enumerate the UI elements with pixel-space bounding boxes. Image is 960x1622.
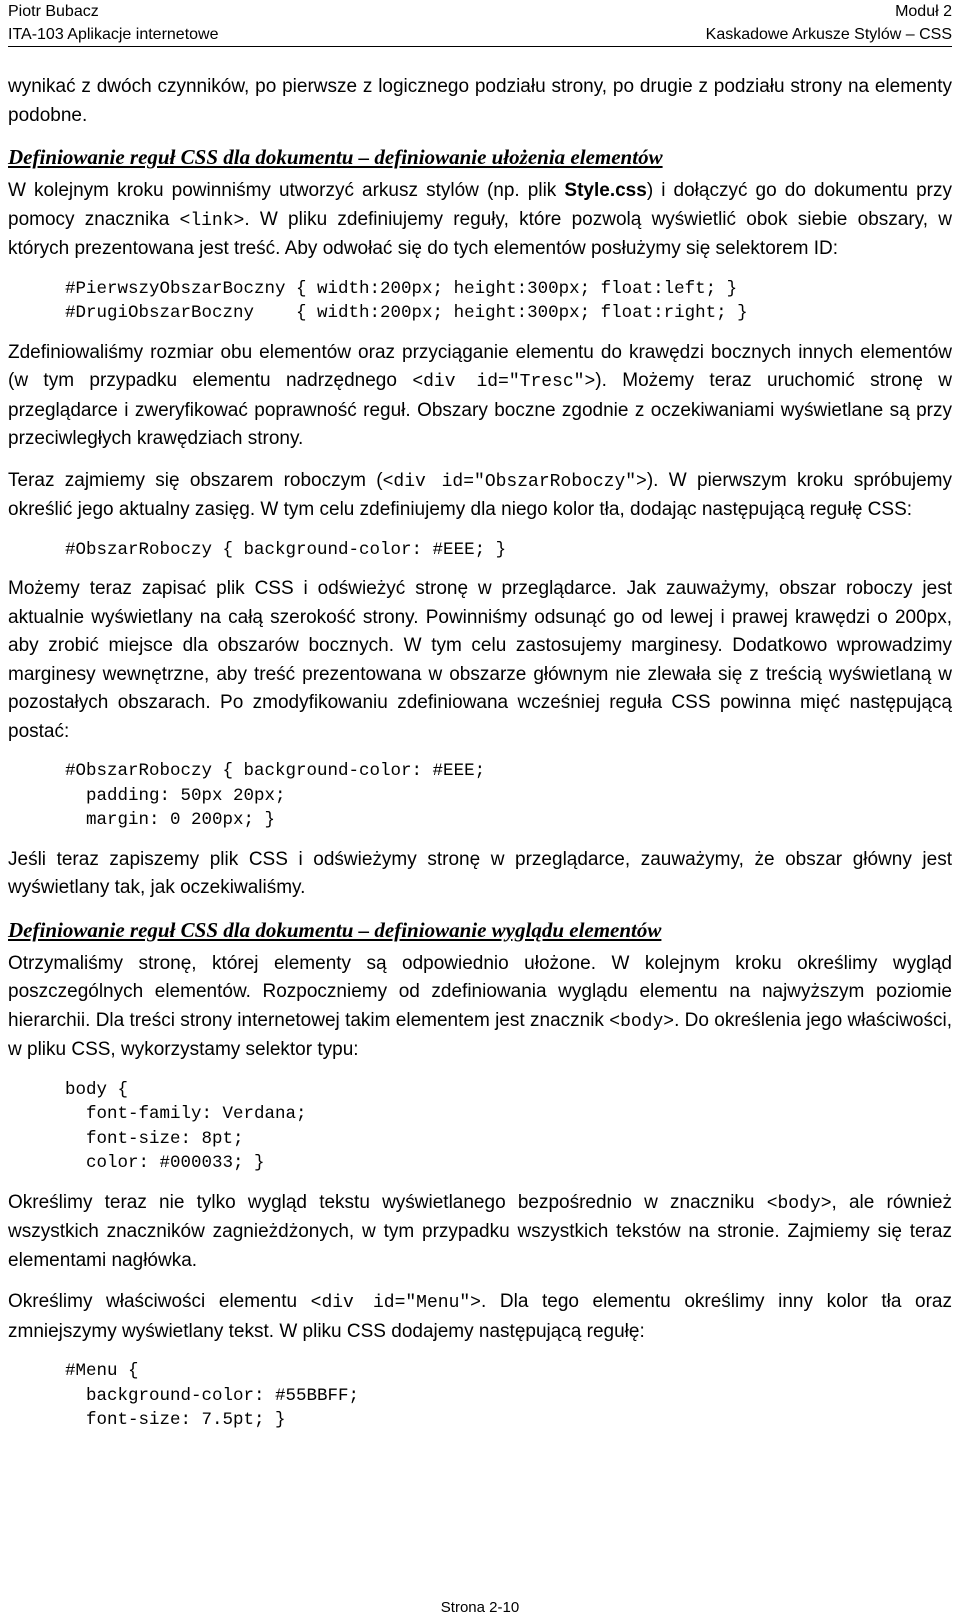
text-run: . W pliku zdefiniujemy reguły, które pozwolą wyświetlić obok siebie obszary, w których prezentowana jest treść. Aby odwołać się do tych elementów posłużymy się selektorem ID:: [8, 208, 952, 259]
header-author: Piotr Bubacz: [8, 3, 99, 20]
paragraph-3: [8, 339, 952, 454]
header-module-title: Kaskadowe Arkusze Stylów – CSS: [705, 26, 952, 43]
paragraph-7: [8, 950, 952, 1065]
page-content: [8, 73, 952, 1446]
inline-code: <body>: [766, 1193, 832, 1214]
inline-code: <link>: [179, 210, 245, 231]
code-line: #PierwszyObszarBoczny { width:200px; height:300px; float:left; }: [65, 278, 738, 299]
code-line: color: #000033; }: [65, 1153, 265, 1173]
code-line: background-color: #55BBFF;: [65, 1385, 360, 1406]
code-block-1: [65, 277, 952, 326]
text-run: Zdefiniowaliśmy rozmiar obu elementów oraz przyciąganie elementu do krawędzi bocznych innych elementów (w tym przypadku elementu nadrzędnego: [8, 341, 952, 391]
paragraph-1: wynikać z dwóch czynników, po pierwsze z logicznego podziału strony, po drugie z podziału strony na elementy podobne.: [8, 76, 952, 126]
code-line: font-size: 8pt;: [65, 1128, 244, 1149]
code-line: body {: [65, 1079, 129, 1100]
paragraph-5: Możemy teraz zapisać plik CSS i odświeżyć stronę w przeglądarce. Jak zauważymy, obszar roboczy jest aktualnie wyświetlany na całą szerokość strony. Powinniśmy odsunąć go od lewej i prawej krawędzi o 200px, aby zrobić miejsce dla obszarów bocznych. W tym celu zastosujemy marginesy. Dodatkowo wprowadzimy marginesy wewnętrzne, aby treść prezentowana w obszarze głównym nie zlewała się z treścią wyświetlaną w pozostałych obszarach. Po zmodyfikowaniu zdefiniowana wcześniej reguła CSS powinna mięć następującą postać:: [8, 578, 952, 742]
text-run: Teraz zajmiemy się obszarem roboczym (: [8, 469, 383, 491]
inline-code: <div id="Menu">: [310, 1293, 481, 1313]
text-run: ). Możemy teraz uruchomić stronę w przeglądarce i zweryfikować poprawność reguł. Obszary boczne zgodnie z oczekiwaniami wyświetlane są przy przeciwległych krawędziach strony.: [8, 370, 952, 449]
text-run: ) i dołączyć go do dokumentu przy pomocy znacznika: [8, 180, 952, 230]
code-line: #DrugiObszarBoczny { width:200px; height:300px; float:right; }: [65, 303, 748, 323]
paragraph-4: [8, 467, 952, 525]
inline-code: <div id="ObszarRoboczy">: [382, 471, 647, 492]
header-module: Moduł 2: [895, 3, 952, 20]
code-line: margin: 0 200px; }: [65, 810, 276, 830]
section-heading-appearance: Definiowanie reguł CSS dla dokumentu – definiowanie wyglądu elementów: [8, 917, 662, 942]
text-run: ). W pierwszym kroku spróbujemy określić jego aktualny zasięg. W tym celu zdefiniujemy dla niego kolor tła, dodając następującą regułę CSS:: [8, 469, 952, 520]
page-header: [8, 0, 952, 47]
code-block-3: [65, 759, 952, 833]
section-heading-layout: Definiowanie reguł CSS dla dokumentu – definiowanie ułożenia elementów: [8, 145, 663, 169]
text-run: W kolejnym kroku powinniśmy utworzyć arkusz stylów (np. plik: [8, 180, 565, 201]
code-line: #Menu {: [65, 1361, 139, 1381]
text-run: . Dla tego elementu określimy inny kolor tła oraz zmniejszymy wyświetlany tekst. W pliku CSS dodajemy następującą regułę:: [8, 1291, 952, 1342]
filename: Style.css: [564, 180, 647, 201]
text-run: . Do określenia jego właściwości, w pliku CSS, wykorzystamy selektor typu:: [8, 1009, 952, 1060]
header-left: [8, 0, 218, 46]
text-run: Określimy właściwości elementu: [8, 1291, 311, 1312]
text-run: , ale również wszystkich znaczników zagnieżdżonych, w tym przypadku wszystkich tekstów na stronie. Zajmiemy się teraz elementami nagłówka.: [8, 1191, 952, 1271]
code-block-2: [65, 538, 952, 563]
code-line: font-family: Verdana;: [65, 1104, 307, 1124]
code-line: #ObszarRoboczy { background-color: #EEE; }: [65, 539, 507, 560]
code-line: #ObszarRoboczy { background-color: #EEE;: [65, 761, 486, 781]
header-right: [706, 0, 952, 46]
inline-code: <body>: [609, 1011, 675, 1032]
paragraph-2: [8, 177, 952, 264]
header-course: ITA-103 Aplikacje internetowe: [8, 26, 219, 43]
text-run: Otrzymaliśmy stronę, której elementy są odpowiednio ułożone. W kolejnym kroku określimy wygląd poszczególnych elementów. Rozpoczniemy od zdefiniowania wyglądu elementu na najwyższym poziomie hierarchii. Dla treści strony internetowej takim elementem jest znacznik: [8, 952, 952, 1031]
paragraph-9: [8, 1288, 952, 1346]
paragraph-8: [8, 1189, 952, 1276]
inline-code: <div id="Tresc">: [412, 372, 596, 392]
code-line: font-size: 7.5pt; }: [65, 1410, 286, 1430]
code-block-4: [65, 1078, 952, 1176]
code-line: padding: 50px 20px;: [65, 785, 286, 806]
text-run: Określimy teraz nie tylko wygląd tekstu wyświetlanego bezpośrednio w znaczniku: [8, 1191, 767, 1213]
page-number: Strona 2-10: [440, 1599, 520, 1616]
code-block-5: [65, 1359, 952, 1433]
paragraph-6: Jeśli teraz zapiszemy plik CSS i odświeżymy stronę w przeglądarce, zauważymy, że obszar główny jest wyświetlany tak, jak oczekiwaliśmy.: [8, 848, 952, 898]
